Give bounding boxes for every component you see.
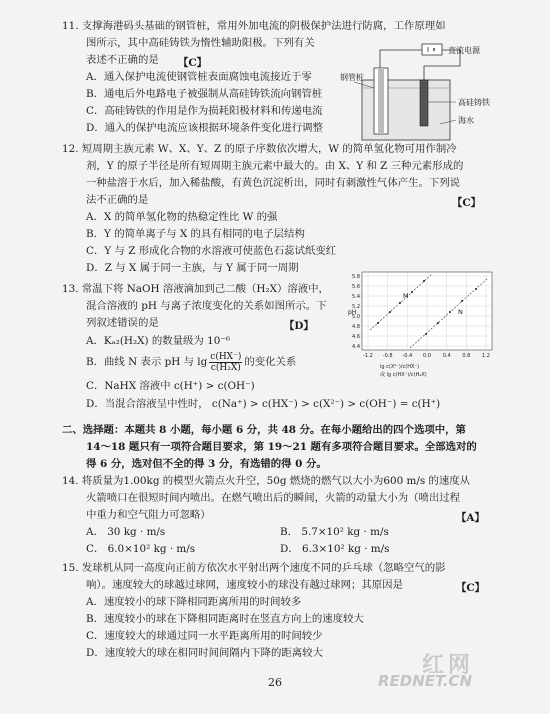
- x-tick-label: -0.4: [402, 353, 413, 359]
- y-tick-label: 5.2: [352, 304, 360, 310]
- curve-n-point: [461, 300, 463, 302]
- q11-option-a: A．通入保护电流使钢管桩表面腐蚀电流接近于零: [86, 71, 312, 83]
- q11-line-2: 图所示，其中高硅铸铁为惰性辅助阳极。下列有关: [86, 37, 315, 49]
- q13-option-a: A．Kₐ₂(H₂X) 的数量级为 10⁻⁶: [86, 335, 230, 347]
- q12-option-a: A．X 的简单氢化物的热稳定性比 W 的强: [86, 211, 278, 223]
- y-tick-label: 5.4: [352, 294, 360, 300]
- q11-option-b: B．通电后外电路电子被强制从高硅铸铁流向钢管桩: [86, 88, 323, 100]
- curve-m-point: [423, 280, 425, 282]
- x-tick-label: -0.8: [382, 353, 393, 359]
- label-pile: 钢管桩: [340, 73, 364, 82]
- power-supply-box: [422, 44, 442, 55]
- q13-option-d: D．当混合溶液呈中性时， c(Na⁺) > c(HX⁻) > c(X²⁻) > c(OH⁻) = c(H⁺): [86, 398, 441, 410]
- q13-line-3: 列叙述错误的是: [86, 317, 159, 329]
- y-tick-label: 4.8: [352, 324, 360, 330]
- curve-m-label: M: [403, 292, 409, 300]
- y-tick-label: 5.6: [352, 284, 360, 290]
- q15-option-b: B．速度较小的球在下降相同距离时在竖直方向上的速度较大: [86, 613, 364, 625]
- q15-answer: 【C】: [456, 582, 486, 594]
- q13-line-1: 13. 常温下将 NaOH 溶液滴加到己二酸（H₂X）溶液中，: [62, 283, 329, 295]
- q15-option-d: D．速度较大的球在相同时间间隔内下降的距离较大: [86, 647, 323, 659]
- q12-option-b: B．Y 的简单离子与 X 的具有相同的电子层结构: [86, 228, 305, 240]
- y-tick-label: 5.8: [352, 274, 360, 280]
- q11-line-1: 11. 支撑海港码头基础的钢管桩，常用外加电流的阴极保护法进行防腐，工作原理如: [62, 20, 446, 32]
- x-tick-label: -1.2: [363, 353, 373, 359]
- q14-option-a: A． 30 kg · m/s: [86, 526, 166, 538]
- graph-y-label: pH: [348, 309, 357, 316]
- page-number: 26: [268, 676, 282, 689]
- x-tick-label: 1.2: [482, 353, 490, 359]
- y-tick-label: 4.4: [352, 344, 360, 350]
- q12-answer: 【C】: [452, 197, 482, 209]
- label-sea: 海水: [458, 116, 474, 125]
- x-tick-label: 0.8: [462, 353, 471, 359]
- q12-line-2: 剂，Y 的原子半径是所有短周期主族元素中最大的。由 X、Y 和 Z 三种元素形成的: [86, 160, 464, 172]
- q14-answer: 【A】: [456, 512, 485, 524]
- graph-x-label-2: 或 lg c(HX⁻)/c(H₂X): [380, 372, 427, 378]
- curve-m-point: [399, 302, 401, 304]
- section2-line-1: 二、选择题：本题共 8 小题，每小题 6 分，共 48 分。在每小题给出的四个选项中，第: [62, 424, 466, 436]
- curve-n-point: [449, 311, 451, 313]
- corrosion-apparatus-diagram: [340, 40, 510, 148]
- q14-option-c: C． 6.0×10² kg · m/s: [86, 543, 196, 555]
- label-power: 直流电源: [448, 46, 480, 55]
- q13-line-2: 混合溶液的 pH 与离子浓度变化的关系如图所示。下: [86, 300, 327, 312]
- q14-option-d: D． 6.3×10² kg · m/s: [280, 543, 390, 555]
- silicon-iron-anode: [420, 80, 428, 126]
- y-tick-label: 5.0: [352, 314, 360, 320]
- q11-line-3: 表述不正确的是: [86, 54, 159, 66]
- fraction-numerator: c(HX⁻): [210, 352, 242, 362]
- curve-n-point: [425, 333, 427, 335]
- x-tick-label: 0.0: [423, 353, 431, 359]
- q12-line-1: 12. 短周期主族元素 W、X、Y、Z 的原子序数依次增大，W 的简单氢化物可用作制冷: [62, 143, 457, 155]
- q14-line-1: 14. 将质量为1.00kg 的模型火箭点火升空，50g 燃烧的燃气以大小为600 m/s 的速度从: [62, 475, 471, 487]
- q13-option-b: [86, 352, 296, 373]
- q12-option-d: D．Z 与 X 属于同一主族，与 Y 属于同一周期: [86, 262, 299, 274]
- curve-m-point: [411, 291, 413, 293]
- q15-line-1: 15. 发球机从同一高度向正前方依次水平射出两个速度不同的乒乓球（忽略空气的影: [62, 562, 446, 574]
- q12-line-3: 一种盐溶于水后，加入稀盐酸，有黄色沉淀析出，同时有刺激性气体产生。下列说: [86, 177, 461, 189]
- curve-n-label: N: [458, 308, 463, 316]
- y-tick-label: 4.6: [352, 334, 360, 340]
- label-anode: 高硅铸铁: [458, 98, 490, 107]
- curve-m-point: [377, 322, 379, 324]
- ph-graph: [340, 268, 512, 380]
- q15-option-c: C．速度较大的球通过同一水平距离所用的时间较少: [86, 630, 323, 642]
- q13-answer: 【D】: [284, 320, 314, 332]
- graph-x-ticks: [363, 353, 490, 359]
- watermark-bottom: REDNET.CN: [378, 672, 472, 690]
- curve-n-point: [437, 322, 439, 324]
- q14-line-2: 火箭喷口在很短时间内喷出。在燃气喷出后的瞬间，火箭的动量大小为（喷出过程: [86, 492, 461, 504]
- section2-line-3: 得 6 分，选对但不全的得 3 分，有选错的得 0 分。: [86, 458, 327, 470]
- q15-option-a: A．速度较小的球下降相同距离所用的时间较多: [86, 596, 302, 608]
- graph-x-label-1: lg c(X²⁻)/c(HX⁻): [380, 364, 420, 370]
- q14-option-b: B． 5.7×10² kg · m/s: [280, 526, 389, 538]
- q15-line-2: 响）。速度较大的球越过球网，速度较小的球没有越过球网；其原因是: [86, 579, 403, 591]
- q11-option-c: C．高硅铸铁的作用是作为损耗阳极材料和传递电流: [86, 105, 323, 117]
- q11-option-d: D．通入的保护电流应该根据环境条件变化进行调整: [86, 122, 323, 134]
- x-tick-label: 0.4: [442, 353, 451, 359]
- watermark-top: 红网: [422, 652, 475, 678]
- q12-line-4: 法不正确的是: [86, 194, 149, 206]
- q11-answer: 【C】: [178, 57, 208, 69]
- curve-n-point: [475, 288, 477, 290]
- q13-option-b-suffix: 的变化关系: [244, 356, 297, 368]
- q14-line-3: 中重力和空气阻力可忽略）: [86, 509, 211, 521]
- curve-m-point: [389, 311, 391, 313]
- section2-line-2: 14～18 题只有一项符合题目要求，第 19～21 题有多项符合题目要求。全部选对的: [86, 441, 477, 453]
- q12-option-c: C．Y 与 Z 形成化合物的水溶液可使蓝色石蕊试纸变红: [86, 245, 337, 257]
- q13-option-b-prefix: B．曲线 N 表示 pH 与 lg: [86, 356, 208, 368]
- fraction-denominator: c(H₂X): [210, 363, 241, 373]
- q13-fraction: [209, 352, 242, 373]
- q13-option-c: C．NaHX 溶液中 c(H⁺) > c(OH⁻): [86, 380, 255, 392]
